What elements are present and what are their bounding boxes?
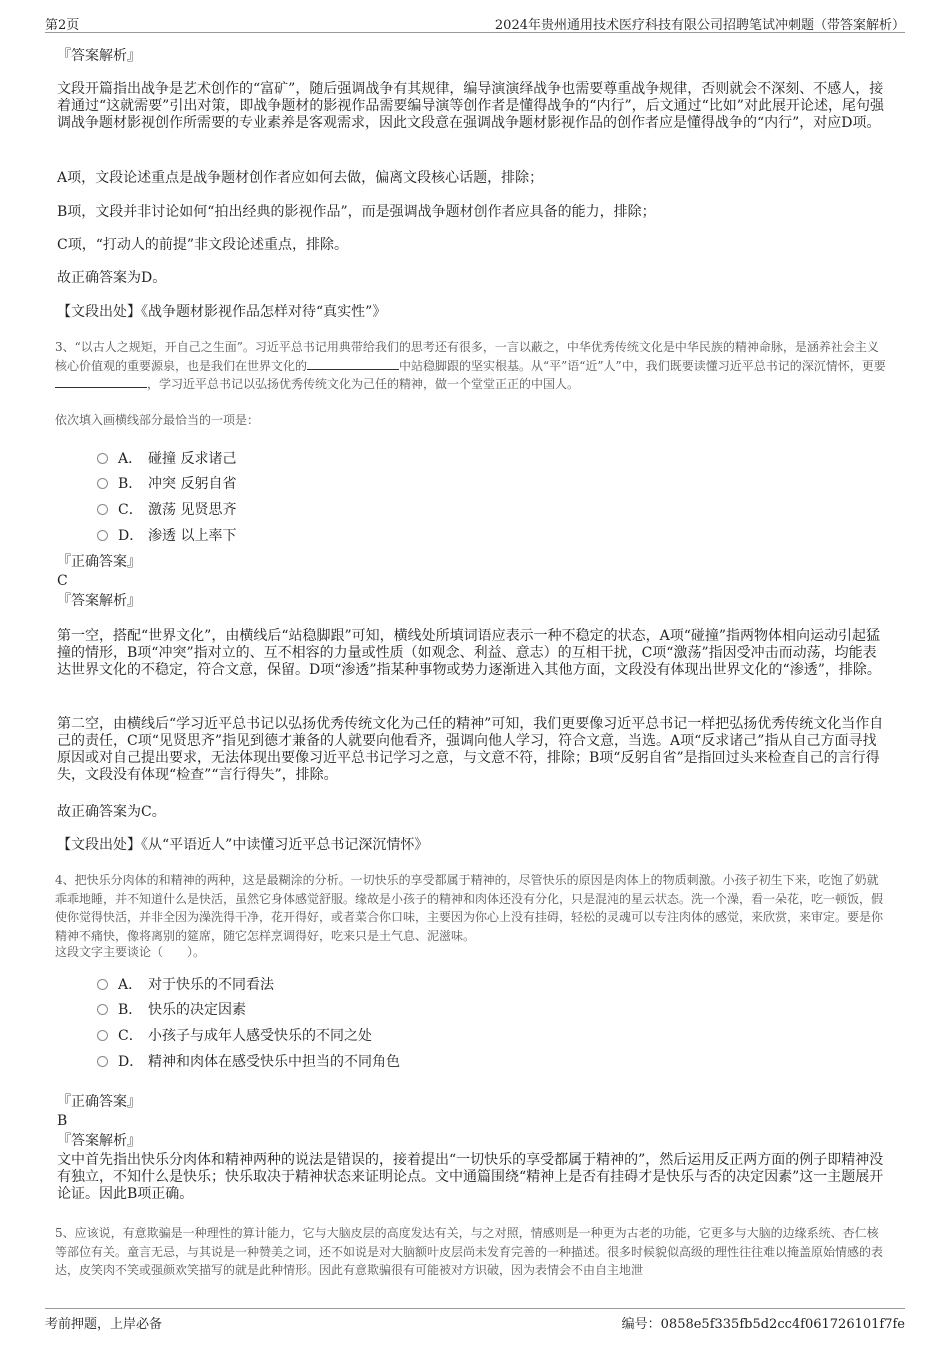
analysis-option-c: C项，“打动人的前提”非文段论述重点，排除。 — [57, 237, 349, 253]
option-d[interactable]: D． 精神和肉体在感受快乐中担当的不同角色 — [97, 1051, 400, 1071]
analysis-option-a: A项，文段论述重点是战争题材创作者应如何去做，偏离文段核心话题，排除； — [57, 170, 544, 186]
question-5-text: 5、应该说，有意欺骗是一种理性的算计能力，它与大脑皮层的高度发达有关，与之对照，情感则是一种更为古老的功能，它更多与大脑的边缘系统、杏仁核等部位有关。童言无忌，与其说是一种赞美之词，还不如说是对大脑额叶皮层尚未发育完善的一种描述。很多时候貌似高级的理性往往难以掩盖原始情感的表达，皮笑肉不笑或强颜欢笑描写的就是此种情形。因此有意欺骗很有可能被对方识破，因为表情会不由自主地泄 — [55, 1226, 884, 1277]
option-d[interactable]: D． 渗透 以上率下 — [97, 525, 236, 545]
analysis-option-b: B项，文段并非讨论如何“拍出经典的影视作品”，而是强调战争题材创作者应具备的能力，排除； — [57, 204, 656, 220]
document-id: 编号：0858e5f335fb5d2cc4f061726101f7fe — [621, 1317, 905, 1332]
radio-icon[interactable] — [97, 979, 108, 990]
question-3-prompt: 依次填入画横线部分最恰当的一项是： — [55, 413, 260, 427]
option-c[interactable]: C． 小孩子与成年人感受快乐的不同之处 — [97, 1025, 372, 1045]
analysis-paragraph: 文中首先指出快乐分肉体和精神两种的说法是错误的，接着提出“一切快乐的享受都属于精神的”，然后运用反正两方面的例子即精神没有独立，不知什么是快乐；快乐取决于精神状态来证明论点。文中通篇围绕“精神上是否有挂碍才是快乐与否的决定因素”这一主题展开论证。因此B项正确。 — [57, 1152, 884, 1202]
fill-blank-2 — [55, 376, 147, 388]
option-c[interactable]: C． 激荡 见贤思齐 — [97, 499, 236, 519]
question-4-text: 4、把快乐分肉体的和精神的两种，这是最糊涂的分析。一切快乐的享受都属于精神的，尽管快乐的原因是肉体上的物质刺激。小孩子初生下来，吃饱了奶就乖乖地睡，并不知道什么是快活，虽然它身体感觉舒服。缘故是小孩子的精神和肉体还没有分化，只是混沌的星云状态。洗一个澡，看一朵花，吃一顿饭，假使你觉得快活，并非全因为澡洗得干净，花开得好，或者菜合你口味，主要因为你心上没有挂碍，轻松的灵魂可以专注肉体的感觉，来欣赏，来审定。要是你精神不痛快，像将离别的筵席，随它怎样烹调得好，吃来只是土气息、泥滋味。 — [55, 873, 884, 943]
analysis-label: 『答案解析』 — [57, 1133, 141, 1149]
page-footer — [45, 1308, 905, 1332]
radio-icon[interactable] — [97, 1056, 108, 1067]
answer-label: 『正确答案』 — [57, 554, 141, 570]
answer-label: 『正确答案』 — [57, 1094, 141, 1110]
fill-blank-1 — [307, 358, 399, 370]
question-3-part3: ，学习近平总书记以弘扬优秀传统文化为己任的精神，做一个堂堂正正的中国人。 — [147, 377, 580, 391]
analysis-paragraph: 文段开篇指出战争是艺术创作的“富矿”，随后强调战争有其规律，编导演演绎战争也需要尊重战争规律，否则就会不深刻、不感人，接着通过“这就需要”引出对策，即战争题材的影视作品需要编导演等创作者是懂得战争的“内行”，后文通过“比如”对此展开论述，尾句强调战争题材影视创作所需要的专业素养是客观需求，因此文段意在强调战争题材影视作品的创作者应是懂得战争的“内行”，对应D项。 — [57, 81, 884, 131]
radio-icon[interactable] — [97, 478, 108, 489]
analysis-label: 『答案解析』 — [57, 48, 141, 64]
page-header — [45, 12, 905, 33]
page-number: 第2页 — [45, 18, 80, 33]
footer-slogan: 考前押题，上岸必备 — [45, 1317, 163, 1332]
document-title: 2024年贵州通用技术医疗科技有限公司招聘笔试冲刺题（带答案解析） — [494, 18, 905, 33]
option-b[interactable]: B． 冲突 反躬自省 — [97, 473, 236, 493]
option-a[interactable]: A． 碰撞 反求诸己 — [97, 448, 236, 468]
question-3-part2: 中站稳脚跟的坚实根基。从“平”语“近”人”中，我们既要读懂习近平总书记的深沉情怀，更要 — [399, 358, 886, 373]
analysis-paragraph-1: 第一空，搭配“世界文化”，由横线后“站稳脚跟”可知，横线处所填词语应表示一种不稳定的状态，A项“碰撞”指两物体相向运动引起猛撞的情形，B项“冲突”指对立的、互不相容的力量或性质（如观念、利益、意志）的互相干扰，C项“激荡”指因受冲击而动荡，均能表达世界文化的不稳定，符合文意，保留。D项“渗透”指某种事物或势力逐渐进入其他方面，文段没有体现出世界文化的“渗透”，排除。 — [57, 628, 881, 678]
option-a[interactable]: A． 对于快乐的不同看法 — [97, 974, 274, 994]
radio-icon[interactable] — [97, 453, 108, 464]
radio-icon[interactable] — [97, 1030, 108, 1041]
analysis-label: 『答案解析』 — [57, 593, 141, 609]
conclusion: 故正确答案为C。 — [57, 804, 166, 820]
conclusion: 故正确答案为D。 — [57, 270, 167, 286]
source-citation: 【文段出处】《从“平语近人”中读懂习近平总书记深沉情怀》 — [57, 837, 429, 853]
answer-value: C — [57, 573, 68, 589]
answer-value: B — [57, 1113, 68, 1129]
analysis-paragraph-2: 第二空，由横线后“学习近平总书记以弘扬优秀传统文化为己任的精神”可知，我们更要像习近平总书记一样把弘扬优秀传统文化当作自己的责任，C项“见贤思齐”指见到德才兼备的人就要向他看齐，强调向他人学习，符合文意，当选。A项“反求诸己”指从自己方面寻找原因或对自己提出要求，无法体现出要像习近平总书记学习之意，与文意不符，排除；B项“反躬自省”是指回过头来检查自己的言行得失，文段没有体现“检查”“言行得失”，排除。 — [57, 716, 884, 783]
radio-icon[interactable] — [97, 530, 108, 541]
radio-icon[interactable] — [97, 504, 108, 515]
source-citation: 【文段出处】《战争题材影视作品怎样对待“真实性”》 — [57, 304, 387, 320]
question-4-prompt: 这段文字主要谈论（ ）。 — [55, 945, 206, 959]
question-3-text — [55, 338, 890, 394]
option-b[interactable]: B． 快乐的决定因素 — [97, 999, 246, 1019]
question-3-part1: 3、“以古人之规矩，开自己之生面”。习近平总书记用典带给我们的思考还有很多，一言以蔽之，中华优秀传统文化是中华民族的精神命脉，是涵养社会主义核心价值观的重要源泉，也是我们在世界文化的 — [55, 340, 879, 373]
radio-icon[interactable] — [97, 1004, 108, 1015]
